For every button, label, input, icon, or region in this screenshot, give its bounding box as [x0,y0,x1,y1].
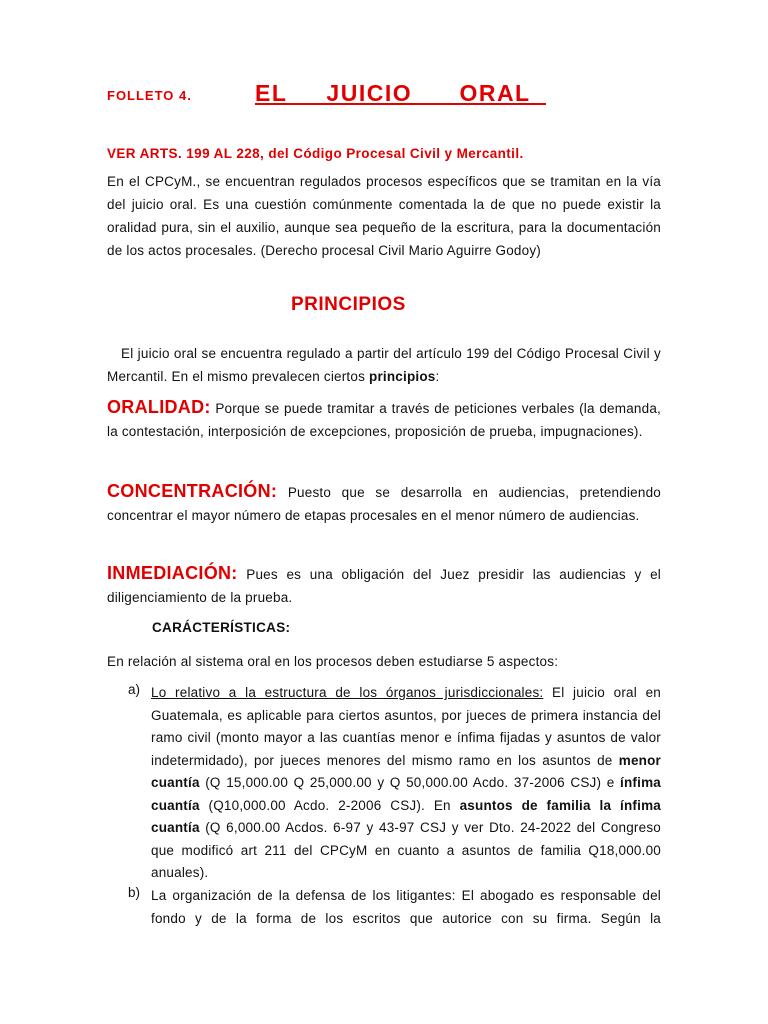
item-a-bold-2: ínfima cuantía [151,775,661,813]
principios-lead-end: : [435,369,440,384]
caracteristicas-heading: CARÁCTERÍSTICAS: [152,620,291,635]
folleto-label: FOLLETO 4. [107,88,192,103]
item-b-paragraph: La organización de la defensa de los litigantes: El abogado es responsable del fondo y de la forma de los escritos que autorice con su firma. Según la [151,888,661,926]
oralidad-term: ORALIDAD: [107,397,211,417]
item-a-bold-3: asuntos de familia la ínfima cuantía [151,797,661,835]
item-a-marker: a) [128,682,141,697]
inmediacion-paragraph [107,562,661,609]
inmediacion-term: INMEDIACIÓN: [107,563,238,583]
oralidad-text: Porque se puede tramitar a través de peticiones verbales (la demanda, la contestación, interposición de excepciones, proposición de prueba, impugnaciones). [107,401,661,439]
item-a-text-3: (Q10,000.00 Acdo. 2-2006 CSJ). En [199,797,460,813]
principios-paragraph [107,342,661,388]
concentracion-paragraph [107,480,661,527]
item-a-text-4: (Q 6,000.00 Acdos. 6-97 y 43-97 CSJ y ver Dto. 24-2022 del Congreso que modificó art 211 del CPCyM en cuanto a asuntos de familia Q18,000.00 anuales). [151,820,661,880]
principios-lead-text: El juicio oral se encuentra regulado a partir del artículo 199 del Código Procesal Civil y Mercantil. En el mismo prevalecen ciertos [107,346,661,384]
item-a-text-1: El juicio oral en Guatemala, es aplicable para ciertos asuntos, por jueces de primera instancia del ramo civil (monto mayor a las cuantías menor e ínfima fijadas y asuntos de valor indetermidado), por jueces menores del mismo ramo en los asuntos de [151,685,661,768]
principios-heading: PRINCIPIOS [291,294,406,315]
inmediacion-text: Pues es una obligación del Juez presidir las audiencias y el diligenciamiento de la prueba. [107,567,661,605]
item-a-underlined: Lo relativo a la estructura de los órganos jurisdiccionales: [151,685,544,700]
item-a-bold-1: menor cuantía [151,752,661,790]
item-a-text-2: (Q 15,000.00 Q 25,000.00 y Q 50,000.00 Acdo. 37-2006 CSJ) e [199,775,621,790]
oralidad-paragraph [107,396,661,443]
intro-paragraph: En el CPCyM., se encuentran regulados procesos específicos que se tramitan en la vía del juicio oral. Es una cuestión comúnmente comentada la de que no puede existir la oralidad pura, sin el auxilio, aunque sea pequeño de la escritura, para la documentación de los actos procesales. (Derecho procesal Civil Mario Aguirre Godoy) [107,174,661,258]
ver-arts-reference: VER ARTS. 199 AL 228, del Código Procesal Civil y Mercantil. [107,146,524,161]
principios-bold: principios [369,369,436,384]
concentracion-text: Puesto que se desarrolla en audiencias, pretendiendo concentrar el mayor número de etapas procesales en el menor número de audiencias. [107,485,661,523]
concentracion-term: CONCENTRACIÓN: [107,481,278,501]
caracteristicas-intro: En relación al sistema oral en los procesos deben estudiarse 5 aspectos: [107,654,559,669]
item-b-marker: b) [128,885,141,900]
item-a-paragraph [151,682,661,885]
document-title: EL JUICIO ORAL [255,80,546,106]
